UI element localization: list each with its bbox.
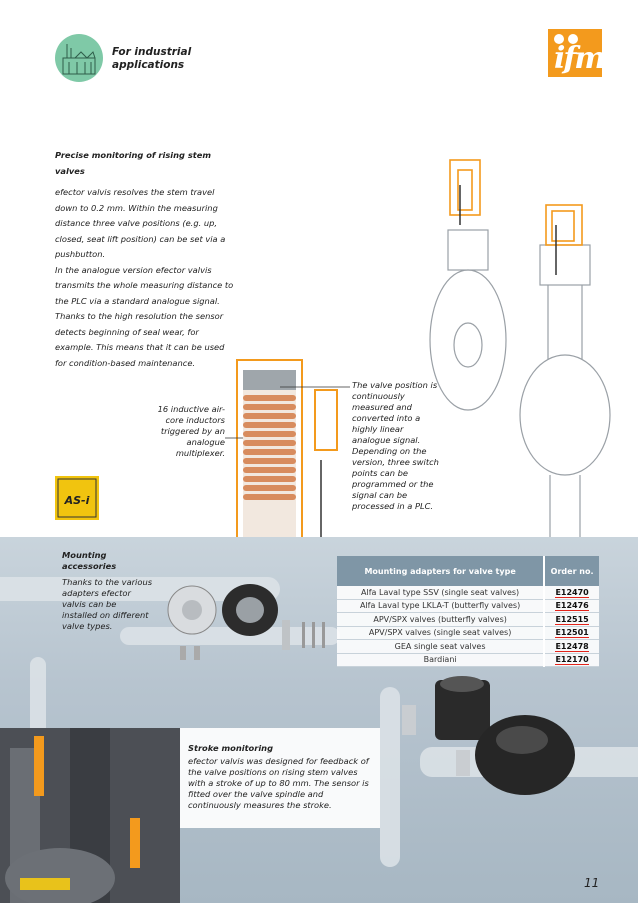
intro-paragraph-2: In the analogue version efector valvis transmits the whole measuring distance to the PLC via a standard analogue signal.	[55, 264, 234, 306]
intro-heading: Precise monitoring of rising stem valves	[55, 150, 212, 176]
table-header-type: Mounting adapters for valve type	[337, 556, 544, 586]
table-cell-type: Alfa Laval type LKLA-T (butterfly valves)	[337, 599, 544, 613]
table-cell-type: APV/SPX valves (single seat valves)	[337, 626, 544, 640]
intro-paragraph-3: Thanks to the high resolution the sensor detects beginning of seal wear, for example. This means that it can be used for condition-based maintenance.	[55, 311, 225, 368]
industrial-applications-icon	[55, 34, 103, 82]
section-title-line1: For industrial	[112, 46, 192, 58]
mounting-text: Thanks to the various adapters efector valvis can be installed on different valve types.	[62, 577, 153, 631]
table-cell-order: E12470	[544, 586, 599, 599]
table-row	[337, 653, 599, 667]
mounting-title: Mounting accessories	[62, 550, 117, 571]
table-cell-type: GEA single seat valves	[337, 640, 544, 654]
table-cell-type: Bardiani	[337, 653, 544, 667]
inductors-callout: 16 inductive air-core inductors triggered by an analogue multiplexer.	[157, 404, 225, 458]
valve-position-callout: The valve position is continuously measured and converted into a highly linear analogue signal. Depending on the version, three switch points can be programmed or the signal can be processed in a PLC.	[352, 380, 439, 511]
intro-text-block	[55, 148, 235, 371]
stroke-text: efector valvis was designed for feedback of the valve positions on rising stem valves with a stroke of up to 80 mm. The sensor is fitted over the valve spindle and continuously measures the stroke.	[188, 756, 369, 810]
section-title-line2: applications	[112, 59, 185, 71]
asi-logo	[55, 476, 99, 520]
table-row	[337, 626, 599, 640]
intro-paragraph-1: efector valvis resolves the stem travel down to 0.2 mm. Within the measuring distance three valve positions (e.g. up, closed, seat lift position) can be set via a pushbutton.	[55, 187, 226, 259]
sensor-installation-photo	[0, 728, 180, 903]
table-cell-order: E12478	[544, 640, 599, 654]
table-cell-type: Alfa Laval type SSV (single seat valves)	[337, 586, 544, 599]
stroke-title: Stroke monitoring	[188, 743, 274, 753]
table-row	[337, 599, 599, 613]
mounting-adapters-table	[337, 556, 599, 667]
table-row	[337, 613, 599, 627]
table-row	[337, 586, 599, 599]
table-cell-order: E12170	[544, 653, 599, 667]
table-cell-order: E12501	[544, 626, 599, 640]
ifm-logo: ifm	[548, 29, 602, 77]
table-row	[337, 640, 599, 654]
table-cell-order: E12476	[544, 599, 599, 613]
valve-drawings-illustration	[420, 145, 638, 540]
table-header-order: Order no.	[544, 556, 599, 586]
black-adapters-image	[390, 670, 590, 820]
asi-logo-text: AS-i	[64, 494, 90, 507]
section-title	[112, 46, 191, 72]
page-number: 11	[584, 876, 600, 890]
stroke-monitoring-box	[180, 728, 380, 828]
mounting-parts-image	[162, 570, 334, 668]
table-cell-order: E12515	[544, 613, 599, 627]
table-cell-type: APV/SPX valves (butterfly valves)	[337, 613, 544, 627]
mounting-accessories-block	[62, 550, 154, 650]
coil-sensor-illustration	[225, 350, 350, 540]
